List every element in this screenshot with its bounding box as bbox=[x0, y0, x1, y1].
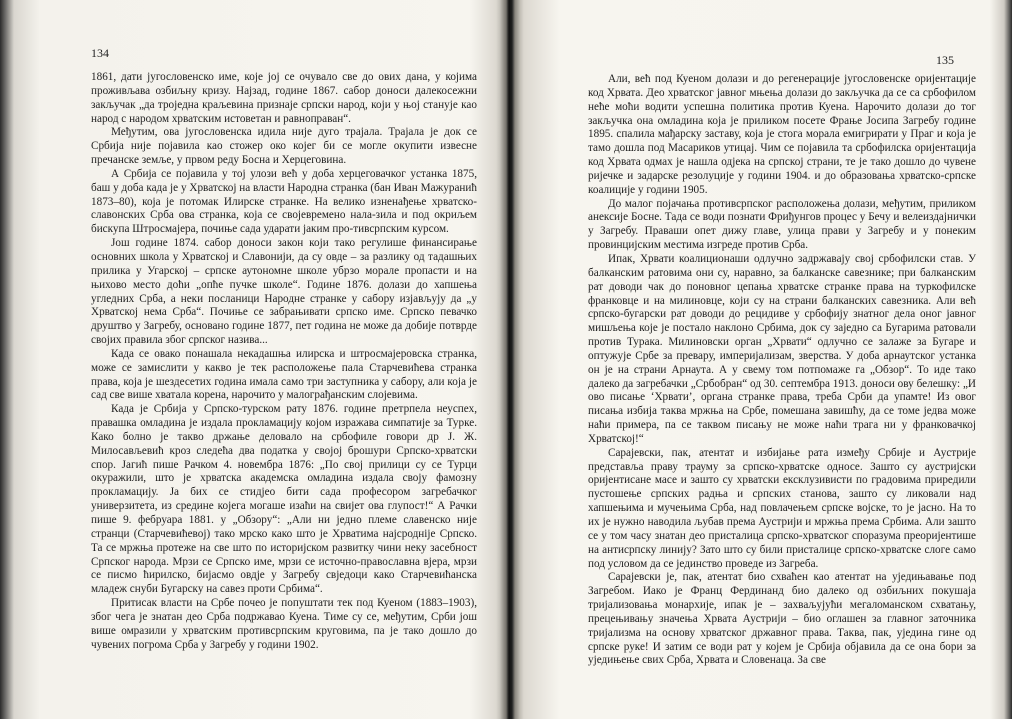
right-page-text bbox=[588, 73, 976, 668]
paragraph: Сарајевски, пак, атентат и избијање рата између Србије и Аустрије представља праву трауму за српско-хрватске односе. Зашто су аустријски оријентисане масе и зашто су хрватски ексклузивисти по градовима приредили пустошење српских радња и српских станова, зашто су ликовали над хапшењима и мучењима Срба, над повлачењем српске војске, то је јасно. На то их је нужно наводила љубав према Аустрији и мржња према Србима. Али зашто се у том часу знатан део присталица српско-хрватског споразума преоријентише на антисрпску линију? Зато што су били присталице српско-хрватске слоге само под условом да се јединство проведе из Загреба. bbox=[588, 446, 976, 570]
paragraph: Када се овако понашала некадашња илирска и штросмајеровска странка, може се замислити у какво је тек расположење пала Старчевићева странка права, која је шездесетих година имала само три заступника у сабору, али која је сад све више хватала корена, нарочито у малограђанским слојевима. bbox=[91, 347, 477, 402]
page-number-right: 135 bbox=[936, 53, 954, 67]
paragraph: До малог појачања противсрпског расположења долази, међутим, приликом анексије Босне. Тада се води познати Фриђунгов процес у Бечу и велеиздајнички у Загребу. Праваши опет дижу главе, улица прави у Загребу и у понеким провинцијским местима изгреде против Срба. bbox=[588, 197, 976, 252]
paragraph: Сарајевски је, пак, атентат био схваћен као атентат на уједињавање под Загребом. Иако је Франц Фердинанд био далеко од озбиљних покушаја тријализовања монархије, ипак је – захваљујући мегаломанском схватању, прецењивању значења Хрвата Аустрији – био оглашен за главног заточника тријализма на основу хрватског државног права. Таква, пак, уједина гине од српске руке! И затим се води рат у којем је Србија објавила да се она бори за уједињење свих Срба, Хрвата и Словенаца. За све bbox=[588, 571, 976, 667]
paragraph: Притисак власти на Србе почео је попуштати тек под Куеном (1883–1903), због чега је знатан део Срба подржавао Куена. Тиме су се, међутим, Срби још више омразили у хрватским противсрпским круговима, па је тако дошло до чувених погрома Срба у Загребу у години 1902. bbox=[91, 597, 477, 651]
paragraph: Још године 1874. сабор доноси закон који тако регулише финансирање основних школа у Хрватској и Славонији, да су овде – за разлику од тадашњих прилика у Угарској – српске аутономне школе убрзо морале пропасти и на њихово место доћи „опће пучке школе“. Године 1876. долази до хапшења угледних Срба, а неки посланици Народне странке у сабору изјављују да „у Хрватској нема Срба“. Почиње се забрањивати српско име. Српско певачко друштво у Загребу, основано године 1877, пет година не може да добије потврде својих правила због српског назива... bbox=[91, 237, 477, 347]
paragraph: 1861, дати југословенско име, које јој се очувало све до ових дана, у којима проживљава озбиљну кризу. Најзад, године 1867. сабор доноси далекосежни закључак „да троједна краљевина признаје српски народ, који у њој станује као народ с народом хрватским истоветан и равноправан“. bbox=[91, 71, 477, 125]
paragraph: Када је Србија у Српско-турском рату 1876. године претрпела неуспех, правашка омладина је издала прокламацију којом изражава симпатије за Турке. Како болно је такво држање деловало на србофиле говори др Ј. Ж. Милосављевић кроз следећа два податка у својој брошури Српско-хрватски спор. Јагић пише Рачком 4. новембра 1876: „По свој прилици су се Турци окуражили, што је хрватска академска омладина издала своју фамозну прокламацију. Ја бих се стидјео бити сада професором загребачког универзитета, из средине којега могаше изаћи на свијет ова глупост!“ А Рачки пише 9. фебруара 1881. у „Обзору“: „Али ни једно племе славенско није странци (Старчевићевој) тако мрско како што је Хрватима најсроднije Српско. Та се мржња протеже на све што по историјском развитку чини неку засебност Српског народа. Мрзи се Српско име, мрзи се источно-православна вјера, мрзи се писмо ћирилско, бијасмо овдје у Загребу свједоци како Старчевићанска младеж снуби Бугарску на савез проти Србима“. bbox=[91, 403, 477, 596]
page-number-left: 134 bbox=[91, 46, 109, 60]
paragraph: Међутим, ова југословенска идила није дуго трајала. Трајала је док се Србија није појавила као стожер око којег би се могле окупити извесне пречанске земље, у првом реду Босна и Херцеговина. bbox=[91, 126, 477, 167]
paragraph: Ипак, Хрвати коалиционаши одлучно задржавају свој србофилски став. У балканским ратовима они су, наравно, за балканске савезнике; при балканским рат доводи чак до поновног цепања хрватске странке права на туркофилске франковце и на милиновце, који су на страни балканских савезника. Али већ српско-бугарски рат доводи до рецидиве у србофију знатног дела оног јавног мишљења које је постало наклоно Србима, док су заједно са Бугарима ратовали против Турака. Милиновски орган „Хрвати“ одлучно се залаже за Бугаре и оптужује Србе за превару, империјализам, зверства. У доба арнаутског устанка он је на страни Арнаута. А у свему том потпомаже га „Обзор“. То иде тако далеко да загребачки „Србобран“ од 30. септембра 1913. доноси ову белешку: „И ово писање ‘Хрвати’, органа странке права, треба Срби да упамте! Из овог писања избија таква мржња на Србе, помешана завишћу, да се томе једва може наћи примера, па се таквом писању не може наћи трага ни у франковачкој Хрватској!“ bbox=[588, 252, 976, 445]
right-page bbox=[512, 0, 1012, 719]
left-page-text bbox=[91, 71, 477, 652]
paragraph: Али, већ под Куеном долази и до регенерације југословенске оријентације код Хрвата. Део хрватског јавног мњења долази до закључка да се са србофилом неће моћи водити успешна политика против Куена. Нарочито долази до тог закључка она омладина која је приликом посете Фрање Јосипа Загребу године 1895. спалила мађарску заставу, која је стога морала емигрирати у Праг и која је тамо дошла под Масариков утицај. Чим се појавила та србофилска оријентација код Хрвата одмах је нашла одјека на српској страни, те је тако дошло до чувене ријечке и задарске резолуције у години 1904. и до образовања хрватско-српске коалиције у години 1905. bbox=[588, 73, 976, 196]
paragraph: А Србија се појавила у тој улози већ у доба херцеговачког устанка 1875, баш у доба када је у Хрватској на власти Народна странка (бан Иван Мажуранић 1873–80), која је потомак Илирске странке. На велико изненађење хрватско-славонских Срба ова странка, која се својевремено нала-зила и под окриљем бискупа Штросмајера, почиње сада ударати јаким про-тивсрпским курсом. bbox=[91, 167, 477, 236]
